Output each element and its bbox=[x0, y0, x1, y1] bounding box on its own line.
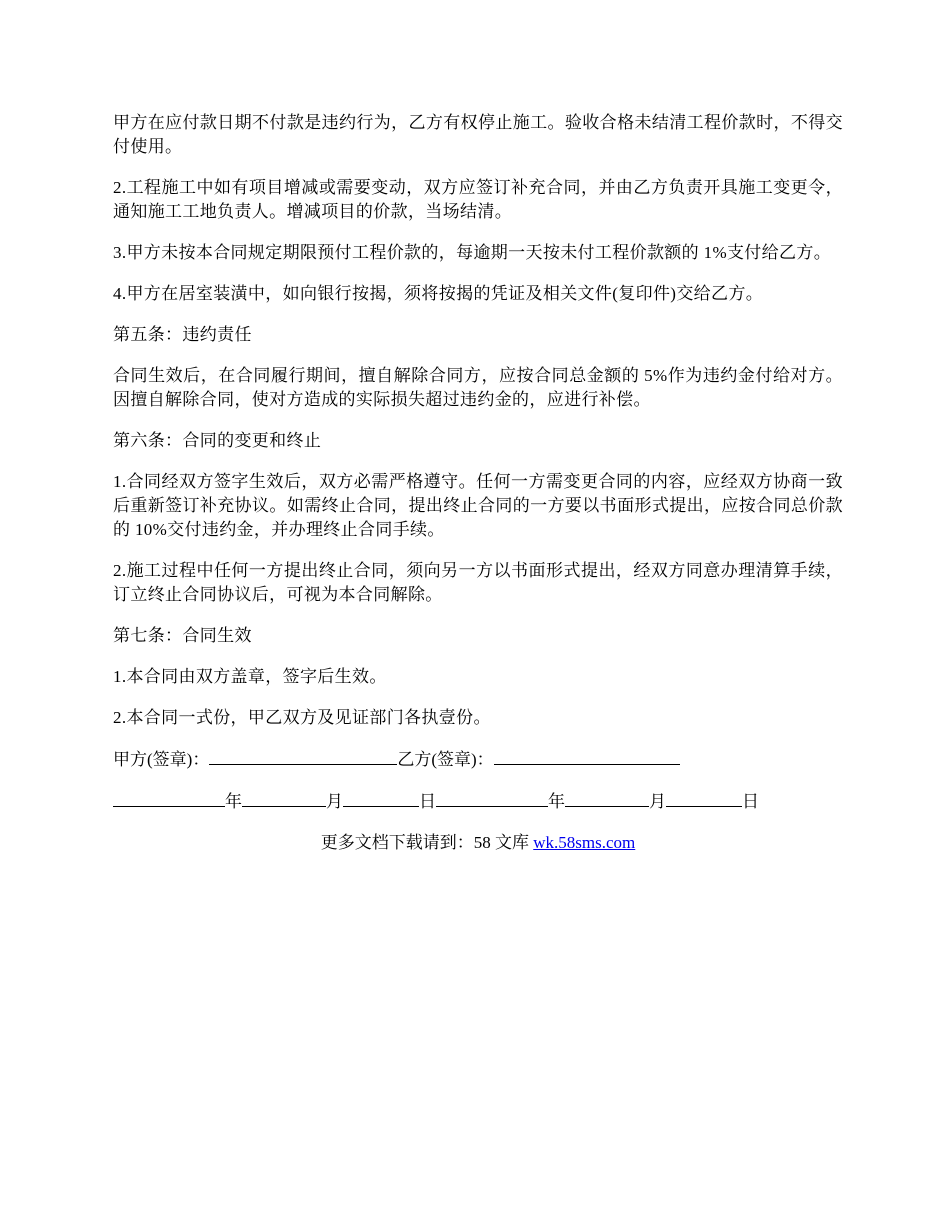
signature-line bbox=[113, 747, 843, 772]
paragraph: 合同生效后，在合同履行期间，擅自解除合同方，应按合同总金额的 5%作为违约金付给对方。因擅自解除合同，使对方造成的实际损失超过违约金的，应进行补偿。 bbox=[113, 366, 843, 409]
month-label: 月 bbox=[326, 792, 343, 811]
party-a-label: 甲方(签章)： bbox=[113, 750, 210, 769]
year-label: 年 bbox=[225, 792, 242, 811]
date-line bbox=[113, 789, 843, 814]
paragraph: 2.施工过程中任何一方提出终止合同，须向另一方以书面形式提出，经双方同意办理清算手续，订立终止合同协议后，可视为本合同解除。 bbox=[113, 561, 843, 604]
party-b-year-blank[interactable] bbox=[436, 789, 548, 807]
paragraph: 2.工程施工中如有项目增减或需要变动，双方应签订补充合同，并由乙方负责开具施工变更令，通知施工工地负责人。增减项目的价款，当场结清。 bbox=[113, 178, 843, 221]
month-label: 月 bbox=[649, 792, 666, 811]
day-label: 日 bbox=[419, 792, 436, 811]
paragraph: 3.甲方未按本合同规定期限预付工程价款的，每逾期一天按未付工程价款额的 1%支付给乙方。 bbox=[113, 243, 832, 262]
party-b-day-blank[interactable] bbox=[666, 789, 742, 807]
paragraph: 甲方在应付款日期不付款是违约行为，乙方有权停止施工。验收合格未结清工程价款时，不得交付使用。 bbox=[113, 113, 843, 156]
document-body bbox=[113, 111, 843, 855]
section-heading: 第七条：合同生效 bbox=[113, 626, 252, 645]
footer bbox=[113, 831, 843, 855]
party-b-month-blank[interactable] bbox=[565, 789, 649, 807]
footer-text: 更多文档下载请到：58 文库 bbox=[320, 833, 534, 852]
paragraph: 2.本合同一式份，甲乙双方及见证部门各执壹份。 bbox=[113, 708, 491, 727]
party-a-signature-blank[interactable] bbox=[209, 747, 397, 765]
paragraph: 4.甲方在居室装潢中，如向银行按揭，须将按揭的凭证及相关文件(复印件)交给乙方。 bbox=[113, 284, 764, 303]
section-heading: 第六条：合同的变更和终止 bbox=[113, 431, 322, 450]
footer-link[interactable]: wk.58sms.com bbox=[533, 833, 636, 852]
year-label: 年 bbox=[548, 792, 565, 811]
party-a-year-blank[interactable] bbox=[113, 789, 225, 807]
day-label: 日 bbox=[742, 792, 759, 811]
party-b-signature-blank[interactable] bbox=[494, 747, 680, 765]
party-a-day-blank[interactable] bbox=[343, 789, 419, 807]
party-b-label: 乙方(签章)： bbox=[397, 750, 494, 769]
paragraph: 1.本合同由双方盖章，签字后生效。 bbox=[113, 667, 387, 686]
paragraph: 1.合同经双方签字生效后，双方必需严格遵守。任何一方需变更合同的内容，应经双方协商一致后重新签订补充协议。如需终止合同，提出终止合同的一方要以书面形式提出，应按合同总价款的 10%交付违约金，并办理终止合同手续。 bbox=[113, 472, 843, 539]
section-heading: 第五条：违约责任 bbox=[113, 325, 252, 344]
party-a-month-blank[interactable] bbox=[242, 789, 326, 807]
